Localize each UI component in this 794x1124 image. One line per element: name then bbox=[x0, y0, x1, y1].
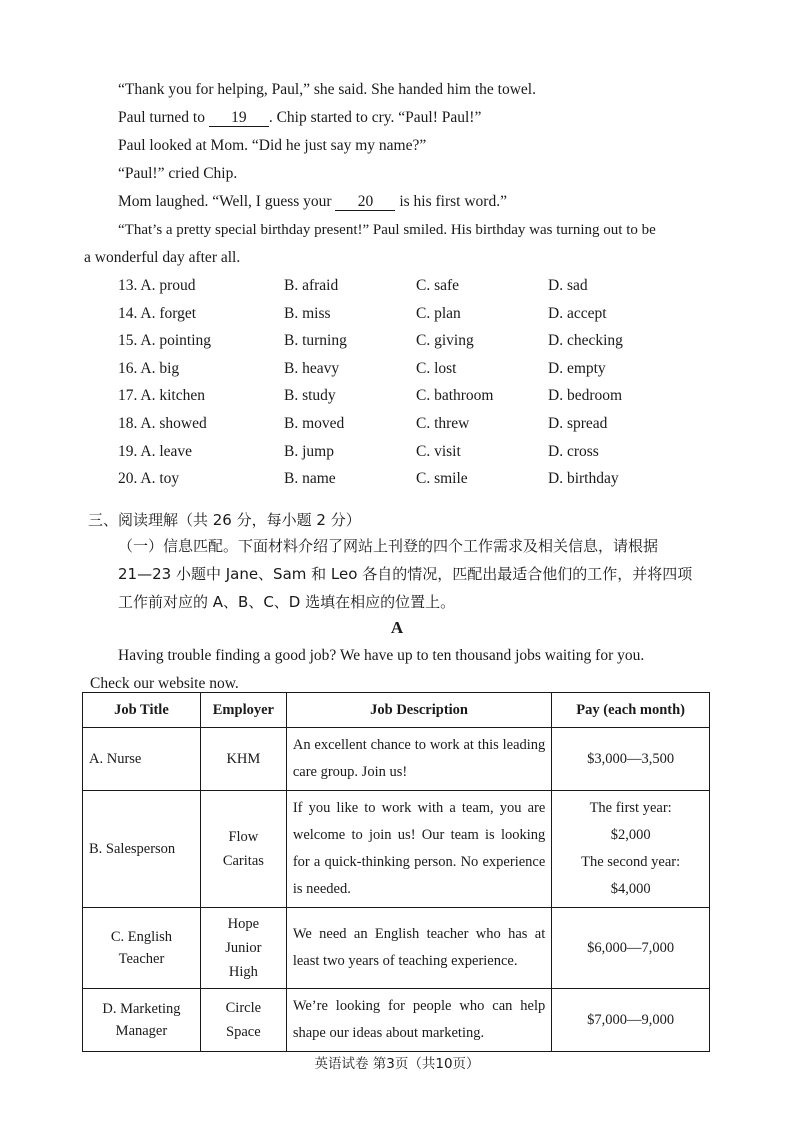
story-line-2 bbox=[118, 108, 481, 128]
employer-cell-line: High bbox=[228, 964, 258, 980]
option-19-c: C. visit bbox=[416, 442, 461, 460]
pay-cell-line: $4,000 bbox=[610, 881, 651, 897]
option-16-b: B. heavy bbox=[284, 359, 340, 377]
section-heading: 三、阅读理解（共 26 分，每小题 2 分） bbox=[88, 511, 361, 529]
job-title-cell bbox=[83, 728, 201, 791]
job-description-cell: We need an English teacher who has at least two years of teaching experience. bbox=[286, 908, 551, 989]
pay-cell bbox=[552, 728, 710, 791]
option-20-d: D. birthday bbox=[548, 470, 619, 488]
job-title-cell-line: Manager bbox=[115, 1023, 168, 1039]
option-16-a: 16. A. big bbox=[118, 359, 180, 377]
header-job-description: Job Description bbox=[286, 693, 551, 728]
header-employer: Employer bbox=[200, 693, 286, 728]
option-14-c: C. plan bbox=[416, 304, 461, 322]
option-17-c: C. bathroom bbox=[416, 387, 494, 405]
option-17-d: D. bedroom bbox=[548, 387, 623, 405]
option-16-c: C. lost bbox=[416, 359, 457, 377]
option-19-a: 19. A. leave bbox=[118, 442, 193, 460]
pay-cell-line: $6,000—7,000 bbox=[587, 939, 675, 956]
option-19-d: D. cross bbox=[548, 442, 599, 460]
header-job-title: Job Title bbox=[83, 693, 201, 728]
pay-cell-line: The second year: bbox=[581, 854, 681, 870]
pay-cell-line: $7,000—9,000 bbox=[587, 1011, 675, 1028]
option-18-a: 18. A. showed bbox=[118, 415, 207, 432]
story-text: Mom laughed. “Well, I guess your bbox=[118, 193, 332, 210]
option-17-b: B. study bbox=[284, 387, 336, 405]
job-title-cell-line: C. English bbox=[110, 929, 173, 945]
blank-19: 19 bbox=[209, 109, 269, 127]
jobs-table bbox=[82, 692, 710, 1052]
option-20-c: C. smile bbox=[416, 470, 468, 488]
passage-intro-2: Check our website now. bbox=[90, 675, 239, 692]
instruction-line-3: 工作前对应的 A、B、C、D 选填在相应的位置上。 bbox=[118, 593, 456, 611]
option-14-a: 14. A. forget bbox=[118, 304, 197, 322]
employer-cell bbox=[200, 791, 286, 908]
passage-intro-1: Having trouble finding a good job? We have up to ten thousand jobs waiting for you. bbox=[118, 647, 645, 664]
job-title-cell-line: A. Nurse bbox=[89, 750, 142, 767]
header-pay: Pay (each month) bbox=[552, 693, 710, 728]
pay-cell-line: $3,000—3,500 bbox=[587, 750, 675, 767]
passage-title: A bbox=[390, 618, 404, 637]
option-15-a: 15. A. pointing bbox=[118, 332, 212, 350]
option-20-b: B. name bbox=[284, 470, 336, 488]
table-row bbox=[83, 728, 710, 791]
story-text: is his first word.” bbox=[399, 193, 507, 210]
option-17-a: 17. A. kitchen bbox=[118, 387, 205, 405]
story-line-5 bbox=[118, 192, 507, 212]
table-row bbox=[83, 791, 710, 908]
employer-cell-line: Circle bbox=[225, 1000, 262, 1016]
story-line-6: “That’s a pretty special birthday present!” Paul smiled. His birthday was turning out to be bbox=[118, 222, 656, 238]
story-text: . Chip started to cry. “Paul! Paul!” bbox=[268, 109, 482, 126]
option-13-d: D. sad bbox=[548, 277, 588, 294]
employer-cell bbox=[200, 989, 286, 1052]
story-line-1: “Thank you for helping, Paul,” she said. She handed him the towel. bbox=[118, 81, 536, 98]
job-title-cell-line: Teacher bbox=[118, 951, 165, 967]
table-row bbox=[83, 908, 710, 989]
story-line-3: Paul looked at Mom. “Did he just say my name?” bbox=[118, 137, 427, 154]
story-line-4: “Paul!” cried Chip. bbox=[118, 165, 238, 182]
option-20-a: 20. A. toy bbox=[118, 470, 180, 488]
page-footer: 英语试卷 第3页（共10页） bbox=[314, 1056, 480, 1072]
job-title-cell bbox=[83, 791, 201, 908]
employer-cell-line: Space bbox=[226, 1024, 261, 1040]
job-title-cell bbox=[83, 908, 201, 989]
option-13-c: C. safe bbox=[416, 277, 460, 294]
employer-cell bbox=[200, 908, 286, 989]
table-header-row bbox=[83, 693, 710, 728]
instruction-line-1: （一）信息匹配。下面材料介绍了网站上刊登的四个工作需求及相关信息，请根据 bbox=[118, 537, 659, 555]
table-row bbox=[83, 989, 710, 1052]
pay-cell bbox=[552, 908, 710, 989]
employer-cell-line: Junior bbox=[225, 940, 262, 956]
job-description-cell: We’re looking for people who can help shape our ideas about marketing. bbox=[286, 989, 551, 1052]
option-14-b: B. miss bbox=[284, 304, 331, 322]
option-13-a: 13. A. proud bbox=[118, 277, 196, 294]
job-title-cell-line: D. Marketing bbox=[102, 1001, 181, 1017]
option-18-d: D. spread bbox=[548, 415, 608, 432]
pay-cell bbox=[552, 791, 710, 908]
pay-cell bbox=[552, 989, 710, 1052]
employer-cell-line: Caritas bbox=[222, 853, 264, 869]
employer-cell-line: KHM bbox=[226, 751, 261, 767]
pay-cell-line: $2,000 bbox=[610, 827, 651, 843]
jobs-table-body bbox=[83, 728, 710, 1052]
job-title-cell bbox=[83, 989, 201, 1052]
option-15-d: D. checking bbox=[548, 332, 623, 350]
option-19-b: B. jump bbox=[284, 442, 334, 460]
employer-cell-line: Flow bbox=[228, 829, 259, 845]
blank-20: 20 bbox=[335, 193, 395, 211]
option-16-d: D. empty bbox=[548, 359, 606, 377]
pay-cell-line: The first year: bbox=[589, 800, 672, 816]
story-text: Paul turned to bbox=[118, 109, 205, 126]
employer-cell-line: Hope bbox=[227, 916, 260, 932]
job-description-cell: An excellent chance to work at this leading care group. Join us! bbox=[286, 728, 551, 791]
option-15-c: C. giving bbox=[416, 332, 474, 350]
option-15-b: B. turning bbox=[284, 332, 347, 350]
option-14-d: D. accept bbox=[548, 304, 607, 322]
job-title-cell-line: B. Salesperson bbox=[89, 840, 176, 857]
option-13-b: B. afraid bbox=[284, 277, 339, 294]
job-description-cell: If you like to work with a team, you are welcome to join us! Our team is looking for a quick-thinking person. No experience is needed. bbox=[286, 791, 551, 908]
story-line-7: a wonderful day after all. bbox=[84, 249, 241, 266]
employer-cell bbox=[200, 728, 286, 791]
option-18-b: B. moved bbox=[284, 415, 345, 432]
instruction-line-2: 21—23 小题中 Jane、Sam 和 Leo 各自的情况，匹配出最适合他们的工作，并将四项 bbox=[118, 565, 693, 583]
option-18-c: C. threw bbox=[416, 415, 470, 432]
